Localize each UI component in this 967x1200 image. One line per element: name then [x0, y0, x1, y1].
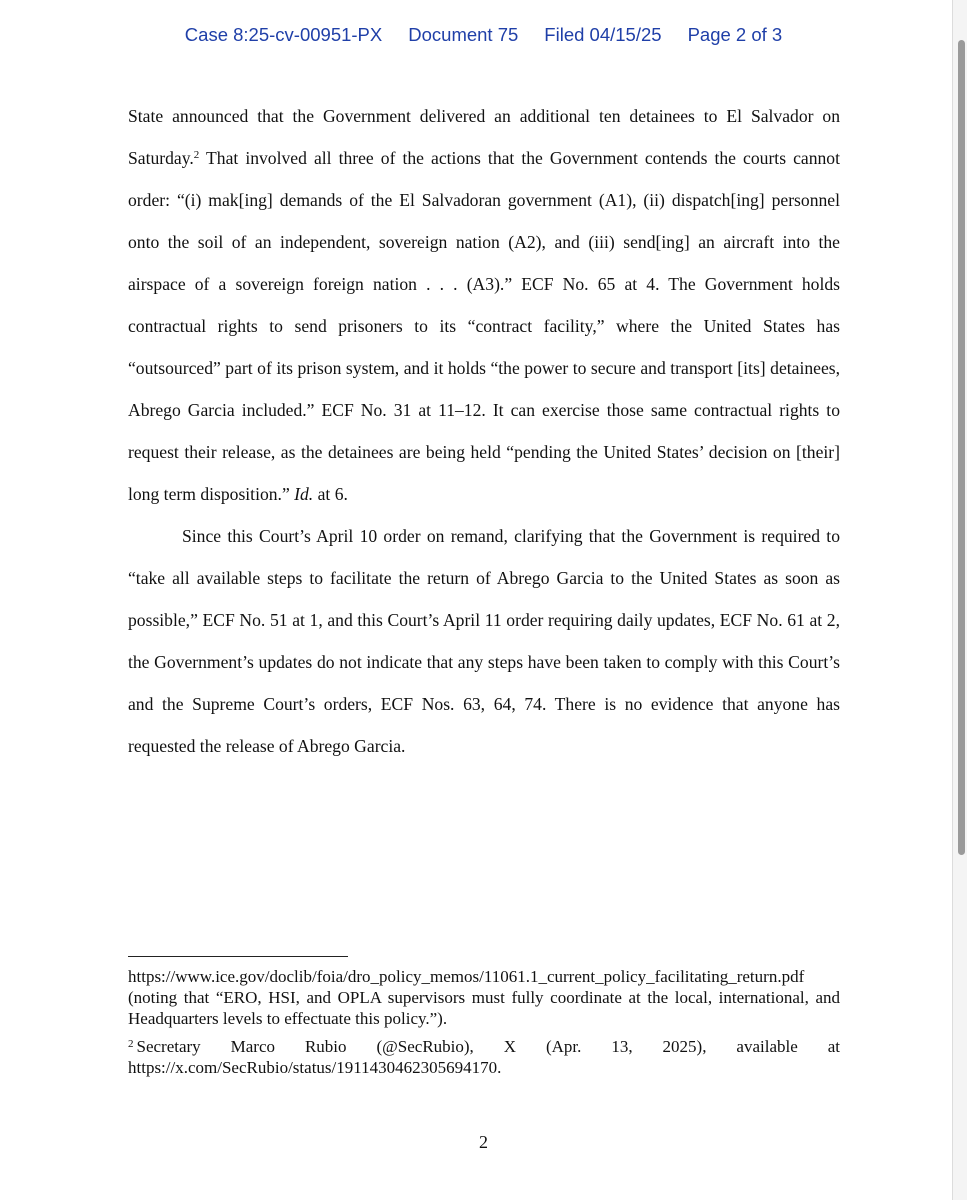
footnote-divider	[128, 956, 348, 957]
footnote-1-text: (noting that “ERO, HSI, and OPLA supervisors must fully coordinate at the local, international, and Headquarters levels to effectuate this policy.”).	[128, 988, 840, 1028]
paragraph-1-text-b: That involved all three of the actions that the Government contends the courts cannot order: “(i) mak[ing] demands of the El Salvadoran government (A1), (ii) dispatch[ing] personnel onto the soil of an independent, sovereign nation (A2), and (iii) send[ing] an aircraft into the airspace of a sovereign foreign nation . . . (A3).” ECF No. 65 at 4. The Government holds contractual rights to send prisoners to its “contract facility,” where the United States has “outsourced” part of its prison system, and it holds “the power to secure and transport [its] detainees, Abrego Garcia included.” ECF No. 31 at 11–12. It can exercise those same contractual rights to request their release, as the detainees are being held “pending the United States’ decision on [their] long term disposition.”	[128, 148, 840, 504]
page-indicator: Page 2 of 3	[687, 24, 783, 45]
paragraph-1-text-end: at 6.	[313, 484, 348, 504]
scrollbar-track[interactable]	[952, 0, 967, 1200]
footnote-1-url: https://www.ice.gov/doclib/foia/dro_policy_memos/11061.1_current_policy_facilitating_return.pdf	[128, 967, 805, 986]
case-number: Case 8:25-cv-00951-PX	[184, 24, 383, 45]
document-body	[128, 95, 840, 767]
footnote-2-number: 2	[128, 1038, 134, 1050]
id-citation: Id.	[294, 484, 314, 504]
page-number: 2	[479, 1132, 488, 1152]
footnotes	[128, 966, 840, 1085]
scrollbar-thumb[interactable]	[958, 40, 965, 855]
case-header	[0, 24, 967, 46]
footnote-1-continued	[128, 966, 840, 1029]
paragraph-1	[128, 95, 840, 515]
paragraph-1-text-a: State announced that the Government delivered an additional ten detainees to El Salvador on Saturday.	[128, 106, 840, 168]
footnote-2	[128, 1036, 840, 1078]
footnote-2-marker: 2	[193, 149, 200, 161]
document-number: Document 75	[408, 24, 519, 45]
filed-date: Filed 04/15/25	[544, 24, 662, 45]
footnote-2-text: Secretary Marco Rubio (@SecRubio), X (Apr. 13, 2025), available at https://x.com/SecRubio/status/1911430462305694170.	[128, 1037, 840, 1077]
paragraph-2: Since this Court’s April 10 order on remand, clarifying that the Government is required to “take all available steps to facilitate the return of Abrego Garcia to the United States as soon as possible,” ECF No. 51 at 1, and this Court’s April 11 order requiring daily updates, ECF No. 61 at 2, the Government’s updates do not indicate that any steps have been taken to comply with this Court’s and the Supreme Court’s orders, ECF Nos. 63, 64, 74. There is no evidence that anyone has requested the release of Abrego Garcia.	[128, 526, 840, 756]
